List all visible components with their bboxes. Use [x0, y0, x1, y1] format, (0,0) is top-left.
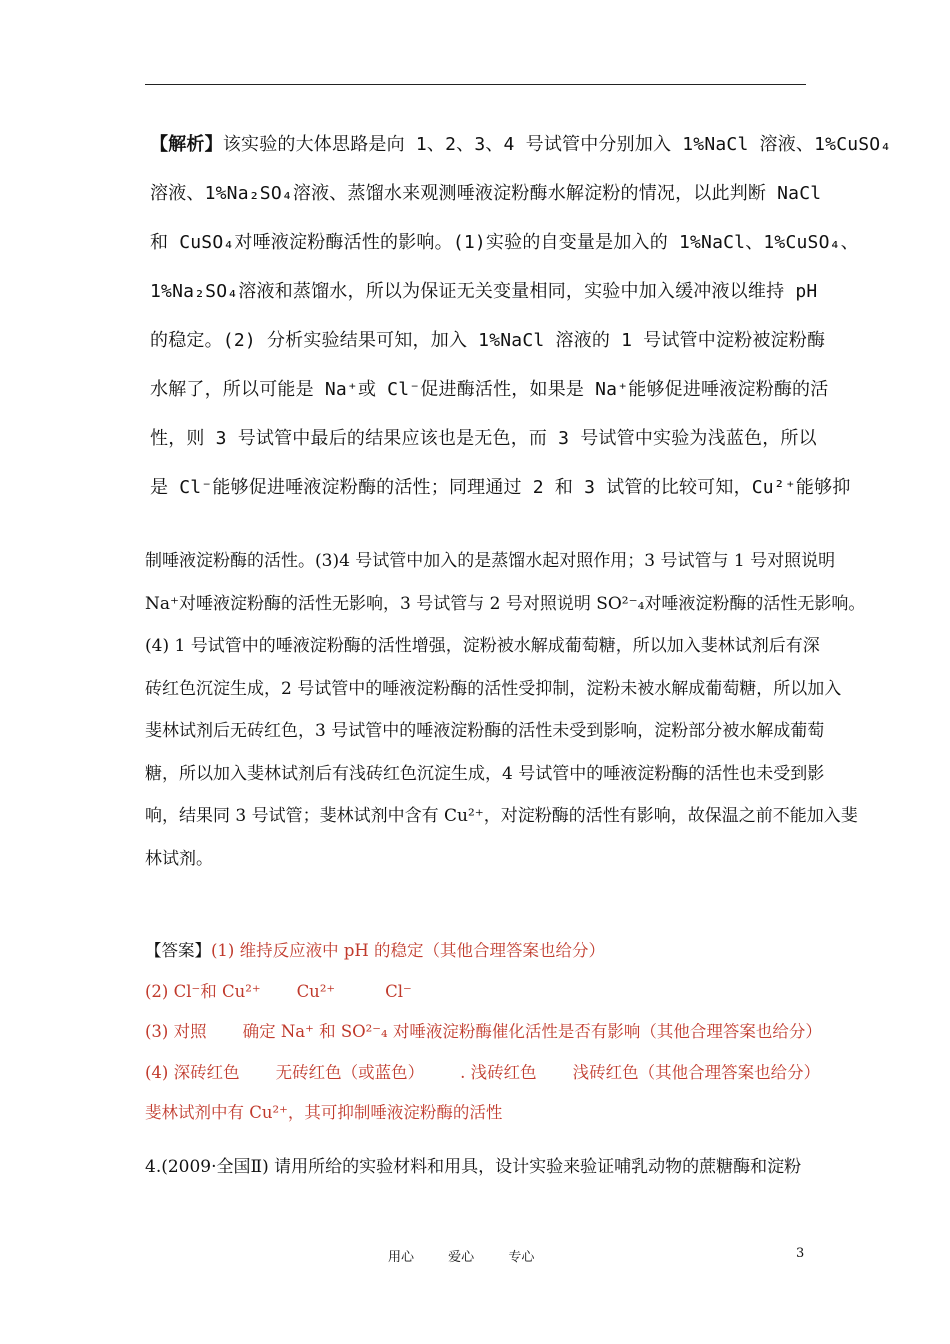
answer-line-4: (4) 深砖红色 无砖红色（或蓝色） . 浅砖红色 浅砖红色（其他合理答案也给分） — [145, 1062, 821, 1082]
analysis-line: 水解了，所以可能是 Na⁺或 Cl⁻促进酶活性，如果是 Na⁺能够促进唾液淀粉酶的活 — [150, 379, 829, 400]
explanation-line: Na⁺对唾液淀粉酶的活性无影响，3 号试管与 2 号对照说明 SO²⁻₄对唾液淀粉酶的活性无影响。 — [145, 593, 866, 614]
analysis-label: 【解析】 — [150, 134, 223, 155]
analysis-line: 性，则 3 号试管中最后的结果应该也是无色，而 3 号试管中实验为浅蓝色，所以 — [150, 428, 817, 449]
footer-word: 爱心 — [448, 1250, 475, 1265]
page-number: 3 — [796, 1246, 805, 1261]
footer-word: 专心 — [508, 1250, 535, 1265]
explanation-line: 糖，所以加入斐林试剂后有浅砖红色沉淀生成，4 号试管中的唾液淀粉酶的活性也未受到影 — [145, 763, 825, 784]
answer-line-1: 【答案】(1) 维持反应液中 pH 的稳定（其他合理答案也给分） — [145, 941, 606, 960]
explanation-line: 响，结果同 3 号试管；斐林试剂中含有 Cu²⁺，对淀粉酶的活性有影响，故保温之前不能加入斐 — [145, 806, 858, 826]
analysis-line: 1%Na₂SO₄溶液和蒸馏水，所以为保证无关变量相同，实验中加入缓冲液以维持 pH — [150, 281, 818, 302]
analysis-line: 的稳定。(2) 分析实验结果可知，加入 1%NaCl 溶液的 1 号试管中淀粉被淀粉酶 — [150, 330, 826, 351]
explanation-line: 制唾液淀粉酶的活性。(3)4 号试管中加入的是蒸馏水起对照作用；3 号试管与 1 号对照说明 — [145, 551, 836, 571]
explanation-line: (4) 1 号试管中的唾液淀粉酶的活性增强，淀粉被水解成葡萄糖，所以加入斐林试剂后有深 — [145, 636, 820, 656]
explanation-block — [145, 546, 866, 886]
answer-block — [145, 936, 822, 1139]
analysis-block — [150, 130, 892, 522]
question-4: 4.(2009·全国Ⅱ) 请用所给的实验材料和用具，设计实验来验证哺乳动物的蔗糖酶和淀粉 — [145, 1157, 802, 1177]
footer-words — [388, 1246, 564, 1265]
page-footer — [0, 1246, 950, 1270]
answer-line-5: 斐林试剂中有 Cu²⁺，其可抑制唾液淀粉酶的活性 — [145, 1103, 503, 1122]
explanation-line: 斐林试剂后无砖红色，3 号试管中的唾液淀粉酶的活性未受到影响，淀粉部分被水解成葡萄 — [145, 721, 825, 741]
explanation-line: 砖红色沉淀生成，2 号试管中的唾液淀粉酶的活性受抑制，淀粉未被水解成葡萄糖，所以加入 — [145, 678, 842, 699]
answer-line-3: (3) 对照 确定 Na⁺ 和 SO²⁻₄ 对唾液淀粉酶催化活性是否有影响（其他合理答案也给分） — [145, 1022, 822, 1041]
footer-word: 用心 — [388, 1250, 415, 1265]
answer-label: 【答案】 — [145, 941, 211, 960]
answer-line-2: (2) Cl⁻和 Cu²⁺ Cu²⁺ Cl⁻ — [145, 981, 412, 1001]
analysis-line: 【解析】该实验的大体思路是向 1、2、3、4 号试管中分别加入 1%NaCl 溶液、1%CuSO₄ — [150, 134, 892, 155]
explanation-line: 林试剂。 — [145, 848, 213, 869]
header-rule — [145, 84, 806, 85]
analysis-line: 是 Cl⁻能够促进唾液淀粉酶的活性；同理通过 2 和 3 试管的比较可知，Cu²⁺能够抑 — [150, 477, 851, 498]
analysis-line: 溶液、1%Na₂SO₄溶液、蒸馏水来观测唾液淀粉酶水解淀粉的情况，以此判断 NaCl — [150, 183, 822, 204]
analysis-line: 和 CuSO₄对唾液淀粉酶活性的影响。(1)实验的自变量是加入的 1%NaCl、1%CuSO₄、 — [150, 232, 859, 253]
